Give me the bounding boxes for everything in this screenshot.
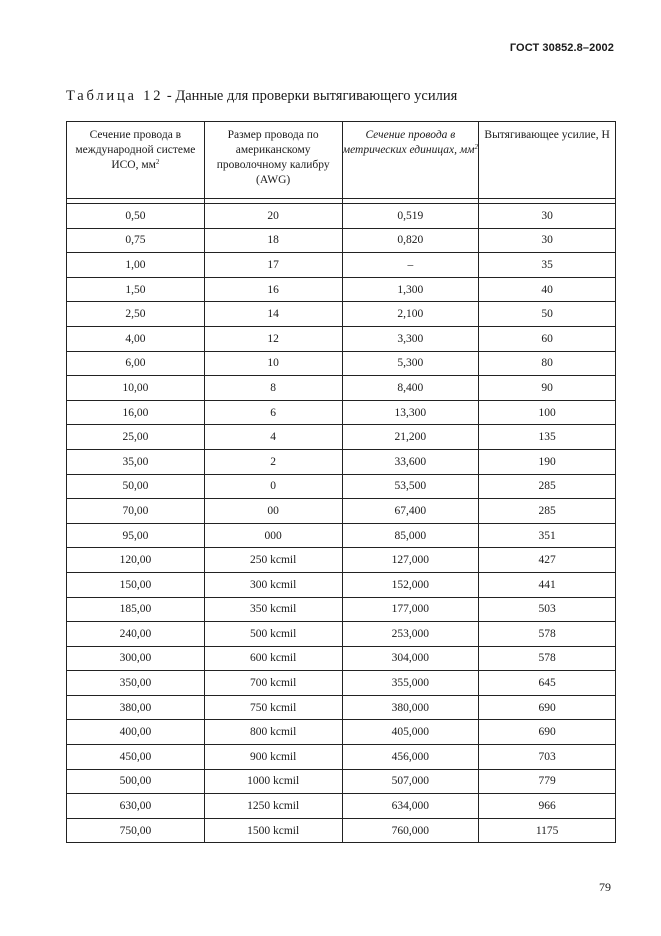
table-row — [67, 253, 616, 278]
iso-section-cell: 380,00 — [67, 695, 205, 720]
header-row — [67, 122, 616, 199]
awg-size-cell: 4 — [204, 425, 342, 450]
awg-size-cell: 500 kcmil — [204, 622, 342, 647]
awg-size-cell: 6 — [204, 400, 342, 425]
metric-section-cell: 152,000 — [342, 572, 479, 597]
metric-section-cell: 355,000 — [342, 671, 479, 696]
iso-section-cell: 1,50 — [67, 277, 205, 302]
table-row — [67, 204, 616, 229]
metric-section-cell: 380,000 — [342, 695, 479, 720]
table-row — [67, 794, 616, 819]
pull-force-cell: 578 — [479, 646, 616, 671]
iso-section-cell: 500,00 — [67, 769, 205, 794]
awg-size-cell: 600 kcmil — [204, 646, 342, 671]
header-pull-force-text: Вытягивающее усилие, Н — [484, 129, 610, 141]
metric-section-cell: 405,000 — [342, 720, 479, 745]
pull-force-table — [66, 121, 616, 843]
pull-force-cell: 135 — [479, 425, 616, 450]
metric-section-cell: 67,400 — [342, 499, 479, 524]
table-row — [67, 597, 616, 622]
table-row — [67, 720, 616, 745]
table-row — [67, 818, 616, 843]
table-row — [67, 646, 616, 671]
metric-section-cell: 8,400 — [342, 376, 479, 401]
table-row — [67, 302, 616, 327]
metric-section-cell: 5,300 — [342, 351, 479, 376]
awg-size-cell: 700 kcmil — [204, 671, 342, 696]
pull-force-cell: 441 — [479, 572, 616, 597]
metric-section-cell: 634,000 — [342, 794, 479, 819]
metric-section-cell: 33,600 — [342, 449, 479, 474]
pull-force-cell: 285 — [479, 499, 616, 524]
iso-section-cell: 120,00 — [67, 548, 205, 573]
awg-size-cell: 1500 kcmil — [204, 818, 342, 843]
awg-size-cell: 17 — [204, 253, 342, 278]
awg-size-cell: 750 kcmil — [204, 695, 342, 720]
awg-size-cell: 000 — [204, 523, 342, 548]
iso-section-cell: 16,00 — [67, 400, 205, 425]
table-row — [67, 622, 616, 647]
iso-section-cell: 350,00 — [67, 671, 205, 696]
table-row — [67, 425, 616, 450]
table-row — [67, 474, 616, 499]
iso-section-cell: 185,00 — [67, 597, 205, 622]
awg-size-cell: 800 kcmil — [204, 720, 342, 745]
awg-size-cell: 300 kcmil — [204, 572, 342, 597]
awg-size-cell: 0 — [204, 474, 342, 499]
pull-force-cell: 30 — [479, 204, 616, 229]
table-caption — [66, 88, 457, 105]
awg-size-cell: 16 — [204, 277, 342, 302]
pull-force-cell: 50 — [479, 302, 616, 327]
pull-force-cell: 779 — [479, 769, 616, 794]
metric-section-cell: 127,000 — [342, 548, 479, 573]
table-caption-label: Таблица 12 — [66, 88, 164, 104]
pull-force-cell: 503 — [479, 597, 616, 622]
pull-force-cell: 351 — [479, 523, 616, 548]
metric-section-cell: 177,000 — [342, 597, 479, 622]
table-caption-text: - Данные для проверки вытягивающего усилия — [163, 88, 458, 104]
pull-force-cell: 645 — [479, 671, 616, 696]
awg-size-cell: 00 — [204, 499, 342, 524]
table-row — [67, 671, 616, 696]
table-body — [67, 199, 616, 843]
awg-size-cell: 1000 kcmil — [204, 769, 342, 794]
iso-section-cell: 240,00 — [67, 622, 205, 647]
awg-size-cell: 8 — [204, 376, 342, 401]
awg-size-cell: 14 — [204, 302, 342, 327]
table-row — [67, 376, 616, 401]
metric-section-cell: 53,500 — [342, 474, 479, 499]
table-row — [67, 326, 616, 351]
table-row — [67, 228, 616, 253]
table-row — [67, 277, 616, 302]
metric-section-cell: 253,000 — [342, 622, 479, 647]
awg-size-cell: 18 — [204, 228, 342, 253]
table-row — [67, 449, 616, 474]
metric-section-cell: 85,000 — [342, 523, 479, 548]
table-row — [67, 572, 616, 597]
iso-section-cell: 450,00 — [67, 745, 205, 770]
iso-section-cell: 750,00 — [67, 818, 205, 843]
pull-force-cell: 690 — [479, 695, 616, 720]
iso-section-cell: 10,00 — [67, 376, 205, 401]
header-awg-size — [204, 122, 342, 199]
pull-force-cell: 1175 — [479, 818, 616, 843]
awg-size-cell: 12 — [204, 326, 342, 351]
header-pull-force — [479, 122, 616, 199]
pull-force-cell: 690 — [479, 720, 616, 745]
metric-section-cell: 304,000 — [342, 646, 479, 671]
table-row — [67, 769, 616, 794]
pull-force-cell: 60 — [479, 326, 616, 351]
iso-section-cell: 70,00 — [67, 499, 205, 524]
pull-force-cell: 703 — [479, 745, 616, 770]
iso-section-cell: 2,50 — [67, 302, 205, 327]
metric-section-cell: 456,000 — [342, 745, 479, 770]
metric-section-cell: 507,000 — [342, 769, 479, 794]
iso-section-cell: 35,00 — [67, 449, 205, 474]
table-row — [67, 745, 616, 770]
pull-force-cell: 40 — [479, 277, 616, 302]
pull-force-cell: 80 — [479, 351, 616, 376]
pull-force-cell: 30 — [479, 228, 616, 253]
iso-section-cell: 25,00 — [67, 425, 205, 450]
pull-force-cell: 966 — [479, 794, 616, 819]
iso-section-cell: 300,00 — [67, 646, 205, 671]
metric-section-cell: 1,300 — [342, 277, 479, 302]
iso-section-cell: 630,00 — [67, 794, 205, 819]
page-number: 79 — [599, 880, 611, 894]
table-row — [67, 548, 616, 573]
awg-size-cell: 10 — [204, 351, 342, 376]
header-awg-size-text: Размер провода по американскому проволочному калибру (AWG) — [216, 129, 330, 186]
header-iso-section-sup: 2 — [155, 158, 160, 166]
pull-force-cell: 190 — [479, 449, 616, 474]
table-row — [67, 523, 616, 548]
awg-size-cell: 350 kcmil — [204, 597, 342, 622]
header-iso-section-text: Сечение провода в международной системе ИСО, мм — [75, 129, 196, 171]
metric-section-cell: 0,519 — [342, 204, 479, 229]
metric-section-cell: 0,820 — [342, 228, 479, 253]
awg-size-cell: 250 kcmil — [204, 548, 342, 573]
iso-section-cell: 0,75 — [67, 228, 205, 253]
iso-section-cell: 1,00 — [67, 253, 205, 278]
metric-section-cell: 3,300 — [342, 326, 479, 351]
iso-section-cell: 400,00 — [67, 720, 205, 745]
pull-force-cell: 285 — [479, 474, 616, 499]
header-metric-section — [342, 122, 479, 199]
metric-section-cell: 760,000 — [342, 818, 479, 843]
pull-force-cell: 100 — [479, 400, 616, 425]
metric-section-cell: 2,100 — [342, 302, 479, 327]
awg-size-cell: 900 kcmil — [204, 745, 342, 770]
metric-section-cell: – — [342, 253, 479, 278]
iso-section-cell: 50,00 — [67, 474, 205, 499]
table-row — [67, 351, 616, 376]
iso-section-cell: 6,00 — [67, 351, 205, 376]
iso-section-cell: 95,00 — [67, 523, 205, 548]
table-row — [67, 695, 616, 720]
metric-section-cell: 21,200 — [342, 425, 479, 450]
iso-section-cell: 150,00 — [67, 572, 205, 597]
header-iso-section — [67, 122, 205, 199]
awg-size-cell: 1250 kcmil — [204, 794, 342, 819]
iso-section-cell: 0,50 — [67, 204, 205, 229]
awg-size-cell: 20 — [204, 204, 342, 229]
table-row — [67, 400, 616, 425]
iso-section-cell: 4,00 — [67, 326, 205, 351]
pull-force-cell: 427 — [479, 548, 616, 573]
pull-force-cell: 578 — [479, 622, 616, 647]
pull-force-cell: 35 — [479, 253, 616, 278]
header-metric-section-text: Сечение провода в метрических единицах, мм — [342, 129, 475, 156]
standard-number: ГОСТ 30852.8–2002 — [509, 42, 614, 54]
pull-force-cell: 90 — [479, 376, 616, 401]
awg-size-cell: 2 — [204, 449, 342, 474]
metric-section-cell: 13,300 — [342, 400, 479, 425]
header-metric-section-sup: 2 — [474, 143, 478, 151]
table-row — [67, 499, 616, 524]
